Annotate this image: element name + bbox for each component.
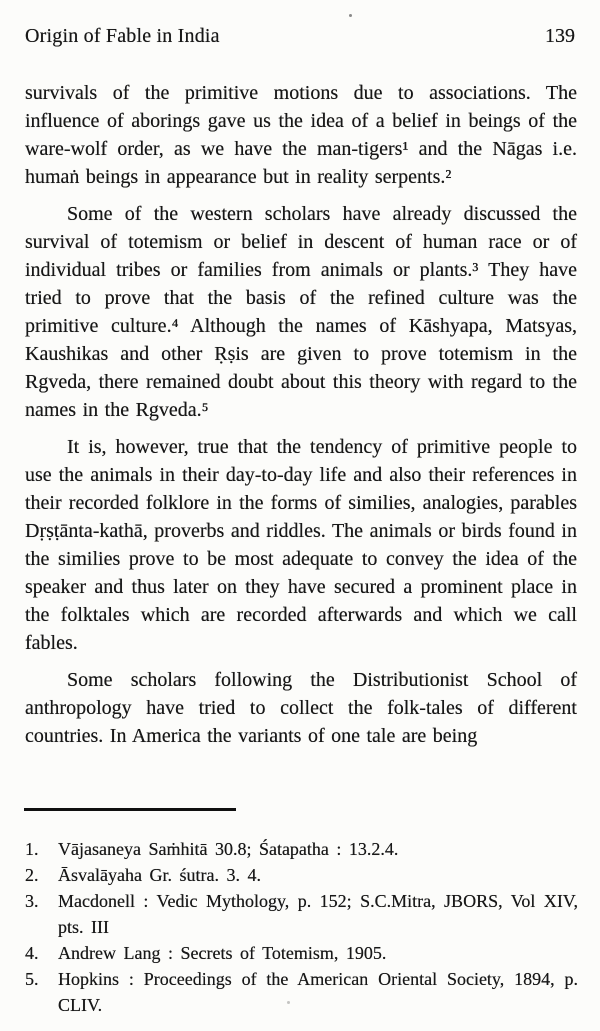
footnote-number: 4. <box>25 943 39 963</box>
paragraph-4: Some scholars following the Distributionist School of anthropology have tried to collect the folk-tales of different countries. In America the variants of one tale are being <box>25 669 577 747</box>
scan-speck <box>287 1001 290 1004</box>
paragraph-2: Some of the western scholars have already discussed the survival of totemism or belief in descent of human race or of individual tribes or families from animals or plants.³ They have tried to prove that the basis of the refined culture was the primitive culture.⁴ Although the names of Kāshyapa, Matsyas, Kaushikas and other Ṛṣis are given to prove totemism in the Rgveda, there remained doubt about this theory with regard to the names in the Rgveda.⁵ <box>25 203 577 421</box>
footnote-item <box>25 862 578 888</box>
paragraph-1: survivals of the primitive motions due to associations. The influence of aborings gave us the idea of a belief in beings of the ware-wolf order, as we have the man-tigers¹ and the Nāgas i.e. humaṅ beings in appearance but in reality serpents.² <box>25 82 577 188</box>
footnote-number: 3. <box>25 891 39 911</box>
footnotes <box>25 836 578 1018</box>
footnote-text: Āsvalāyaha Gr. śutra. 3. 4. <box>58 865 261 885</box>
footnote-text: Hopkins : Proceedings of the American Oriental Society, 1894, p. CLIV. <box>58 969 578 1015</box>
footnote-text: Andrew Lang : Secrets of Totemism, 1905. <box>58 943 387 963</box>
footnote-item <box>25 966 578 1018</box>
scan-speck <box>349 14 352 17</box>
running-title: Origin of Fable in India <box>25 25 220 47</box>
footnote-text: Vājasaneya Saṁhitā 30.8; Śatapatha : 13.2.4. <box>58 839 399 859</box>
footnote-item <box>25 940 578 966</box>
footnote-divider <box>24 808 236 811</box>
body-text <box>25 79 577 750</box>
footnote-number: 5. <box>25 969 39 989</box>
footnote-item <box>25 836 578 862</box>
footnote-item <box>25 888 578 940</box>
paragraph-3: It is, however, true that the tendency of primitive people to use the animals in their day-to-day life and also their references in their recorded folklore in the forms of similies, analogies, parables Dṛṣṭānta-kathā, proverbs and riddles. The animals or birds found in the similies prove to be most adequate to convey the idea of the speaker and thus later on they have secured a prominent place in the folktales which are recorded afterwards and which we call fables. <box>25 436 577 654</box>
page-number: 139 <box>545 25 575 47</box>
footnote-number: 2. <box>25 865 39 885</box>
page-header <box>25 24 577 48</box>
footnote-number: 1. <box>25 839 39 859</box>
footnote-text: Macdonell : Vedic Mythology, p. 152; S.C.Mitra, JBORS, Vol XIV, pts. III <box>58 891 578 937</box>
